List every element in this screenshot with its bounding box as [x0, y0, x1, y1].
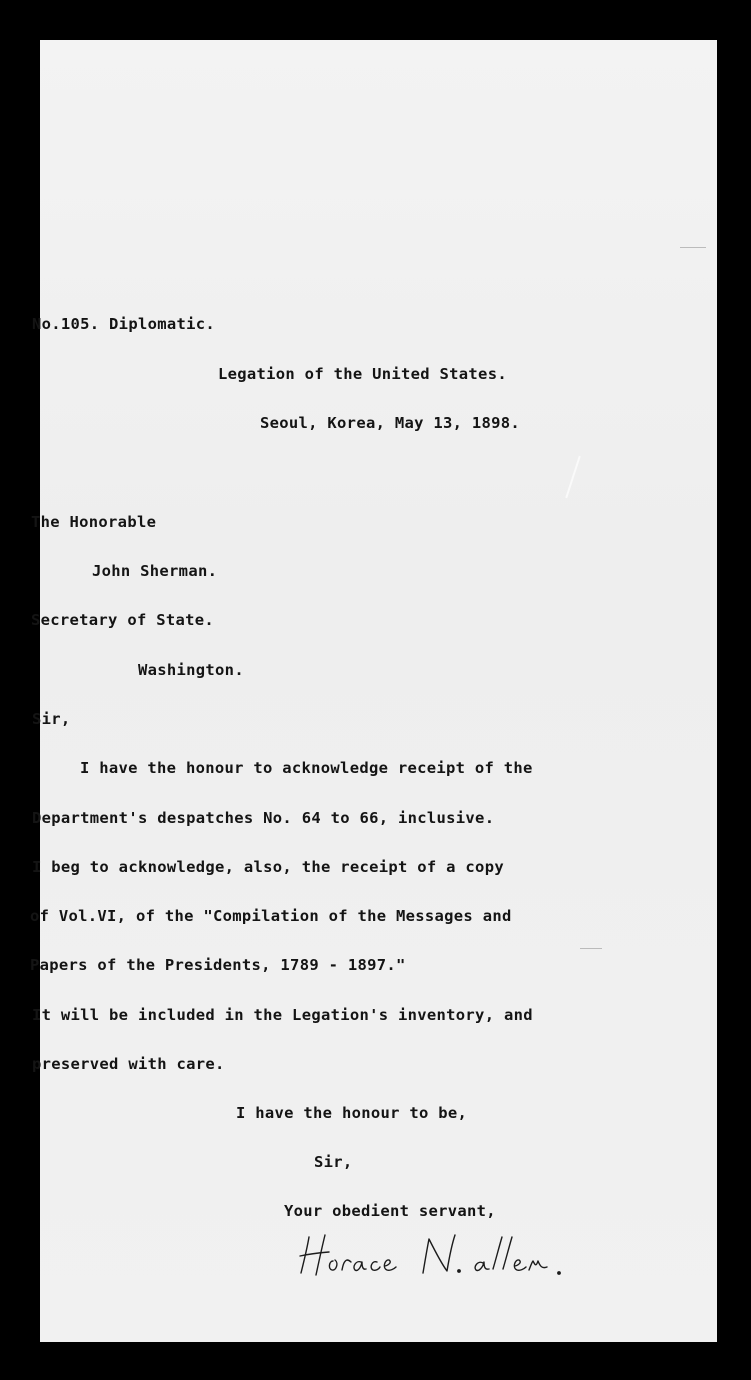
addressee-title: Secretary of State.: [31, 611, 215, 629]
closing-line: Your obedient servant,: [284, 1202, 496, 1220]
closing-line: I have the honour to be,: [236, 1104, 468, 1122]
place-date: Seoul, Korea, May 13, 1898.: [260, 414, 521, 432]
paper-mark: [680, 247, 706, 248]
body-line: of Vol.VI, of the "Compilation of the Messages and: [30, 907, 512, 925]
legation-heading: Legation of the United States.: [218, 365, 507, 383]
paper-mark: [580, 948, 602, 949]
addressee-honorific: The Honorable: [31, 513, 157, 531]
body-line: I have the honour to acknowledge receipt of the: [80, 759, 533, 777]
body-line: It will be included in the Legation's inventory, and: [32, 1006, 533, 1024]
body-line: Department's despatches No. 64 to 66, inclusive.: [32, 809, 495, 827]
paper-mark: [565, 456, 580, 498]
body-line: I beg to acknowledge, also, the receipt of a copy: [32, 858, 504, 876]
letter-page: [30, 40, 717, 1342]
addressee-name: John Sherman.: [92, 562, 218, 580]
closing-line: Sir,: [314, 1153, 353, 1171]
body-line: preserved with care.: [32, 1055, 225, 1073]
addressee-city: Washington.: [138, 661, 244, 679]
reference-number: No.105. Diplomatic.: [32, 315, 216, 333]
handwritten-signature: [295, 1225, 615, 1285]
body-line: Papers of the Presidents, 1789 - 1897.": [30, 956, 406, 974]
salutation: Sir,: [32, 710, 71, 728]
